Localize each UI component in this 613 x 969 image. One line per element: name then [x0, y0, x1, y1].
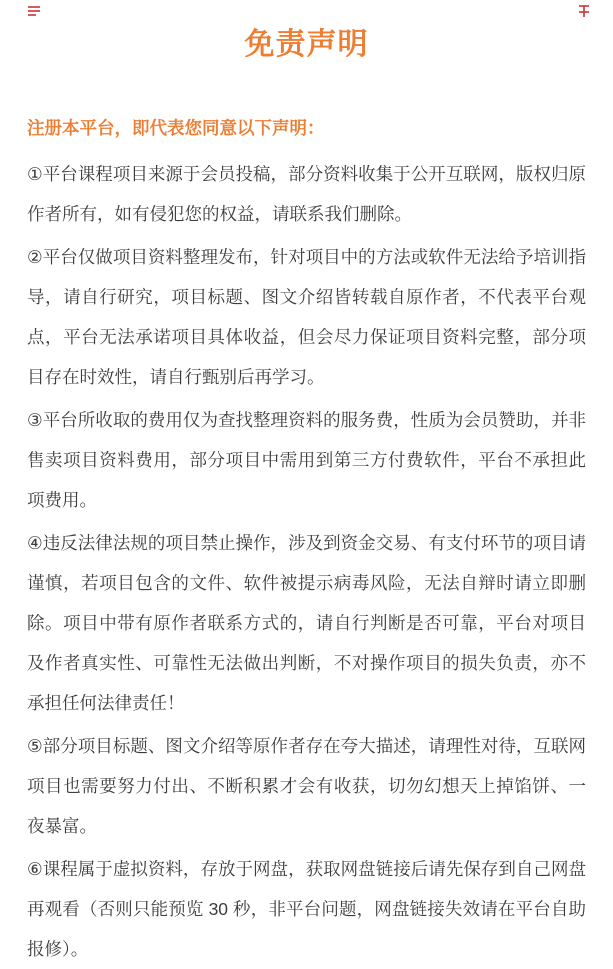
corner-seal-right-icon — [577, 5, 591, 17]
page-title: 免责声明 — [244, 28, 369, 61]
corner-seal-left-icon — [27, 5, 41, 17]
disclaimer-item-4: ④违反法律法规的项目禁止操作，涉及到资金交易、有支付环节的项目请谨慎，若项目包含的文件、软件被提示病毒风险，无法自辩时请立即删除。项目中带有原作者联系方式的，请自行判断是否可靠，平台对项目及作者真实性、可靠性无法做出判断，不对操作项目的损失负责，亦不承担任何法律责任！ — [27, 533, 586, 713]
disclaimer-item-2: ②平台仅做项目资料整理发布，针对项目中的方法或软件无法给予培训指导，请自行研究，项目标题、图文介绍皆转载自原作者，不代表平台观点，平台无法承诺项目具体收益，但会尽力保证项目资料完整，部分项目存在时效性，请自行甄别后再学习。 — [27, 247, 586, 387]
intro-statement: 注册本平台，即代表您同意以下声明： — [27, 118, 325, 138]
disclaimer-item-5: ⑤部分项目标题、图文介绍等原作者存在夸大描述，请理性对待，互联网项目也需要努力付出、不断积累才会有收获，切勿幻想天上掉馅饼、一夜暴富。 — [27, 736, 586, 836]
disclaimer-item-1: ①平台课程项目来源于会员投稿，部分资料收集于公开互联网，版权归原作者所有，如有侵犯您的权益，请联系我们删除。 — [27, 164, 586, 224]
disclaimer-paragraphs — [27, 154, 586, 969]
disclaimer-item-6: ⑥课程属于虚拟资料，存放于网盘，获取网盘链接后请先保存到自己网盘再观看（否则只能预览 30 秒，非平台问题，网盘链接失效请在平台自助报修）。 — [27, 859, 586, 959]
disclaimer-item-3: ③平台所收取的费用仅为查找整理资料的服务费，性质为会员赞助，并非售卖项目资料费用，部分项目中需用到第三方付费软件，平台不承担此项费用。 — [27, 410, 586, 510]
